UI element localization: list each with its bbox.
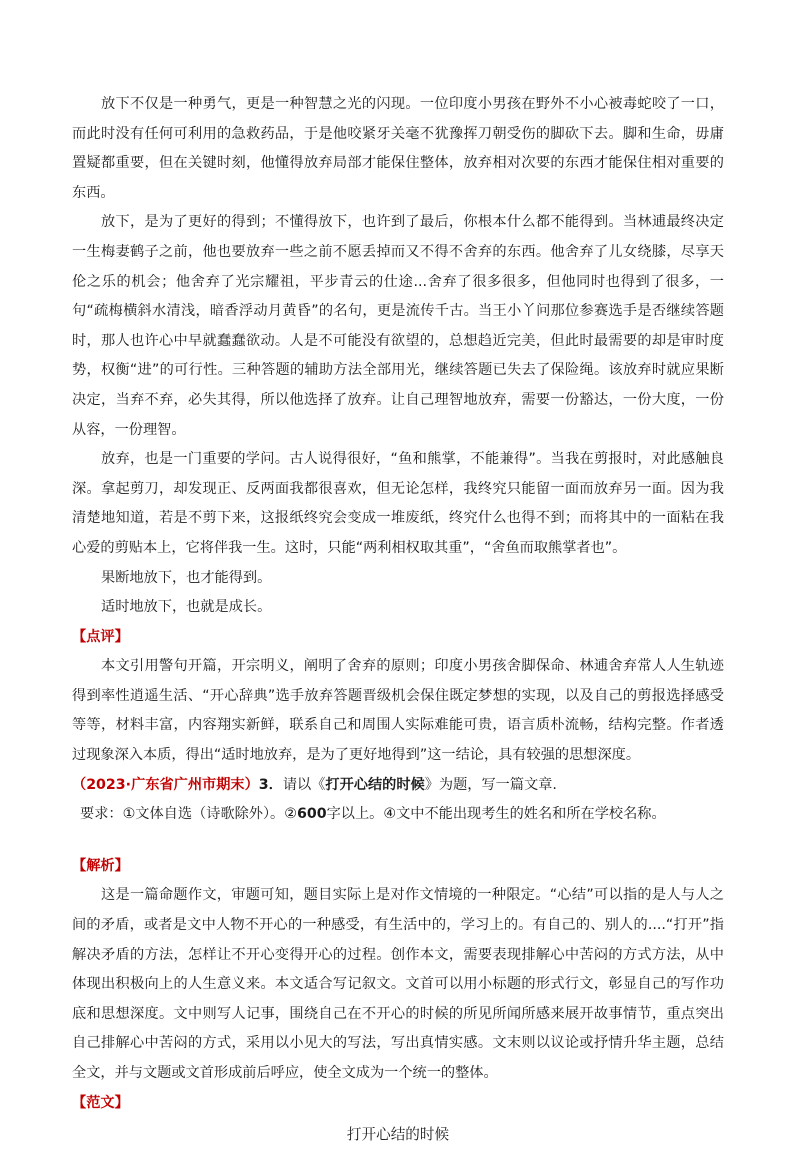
analysis-label: 【解析】: [72, 857, 129, 874]
essay-paragraph: 放下不仅是一种勇气，更是一种智慧之光的闪现。一位印度小男孩在野外不小心被毒蛇咬了一口，而此时没有任何可利用的急救药品，于是他咬紧牙关毫不犹豫挥刀朝受伤的脚砍下去。脚和生命，毋庸置疑都重要，但在关键时刻，他懂得放弃局部才能保住整体，放弃相对次要的东西才能保住相对重要的东西。: [72, 96, 724, 201]
essay-paragraph: 放下，是为了更好的得到；不懂得放下，也许到了最后，你根本什么都不能得到。当林逋最终决定一生梅妻鹤子之前，他也要放弃一些之前不愿丢掉而又不得不舍弃的东西。他舍弃了儿女绕膝，尽享天伦之乐的机会；他舍弃了光宗耀祖，平步青云的仕途...舍弃了很多很多，但他同时也得到了很多，一句“疏梅横斜水清浅，暗香浮动月黄昏”的名句，更是流传千古。当王小丫问那位参赛选手是否继续答题时，那人也许心中早就蠢蠢欲动。人是不可能没有欲望的，总想趋近完美，但此时最需要的却是审时度势，权衡“进”的可行性。三种答题的辅助方法全部用光，继续答题已失去了保险绳。该放弃时就应果断决定，当弃不弃，必失其得，所以他选择了放弃。让自己理智地放弃，需要一份豁达，一份大度，一份从容，一份理智。: [72, 214, 724, 438]
requirement-line: [72, 800, 724, 830]
question-source: （2023·广东省广州市期末）: [72, 776, 259, 793]
question-number: 3．: [258, 776, 283, 793]
requirement-suffix: 字以上。④文中不能出现考生的姓名和所在学校名称。: [326, 806, 666, 823]
question-line: [72, 771, 724, 801]
essay-paragraph: 果断地放下，也才能得到。: [101, 569, 272, 586]
question-title: 打开心结的时候: [325, 776, 425, 793]
spacer: [72, 830, 724, 852]
comment-label: 【点评】: [72, 628, 129, 645]
model-label: 【范文】: [72, 1094, 129, 1111]
essay-paragraph: 适时地放下，也就是成长。: [101, 599, 272, 616]
model-essay-title: 打开心结的时候: [346, 1126, 450, 1144]
question-prefix: 请以《: [282, 776, 326, 793]
analysis-text: 这是一篇命题作文，审题可知，题目实际上是对作文情境的一种限定。“心结”可以指的是人与人之间的矛盾，或者是文中人物不开心的一种感受，有生活中的，学习上的。有自己的、别人的....“打开”指解决矛盾的方法，怎样让不开心变得开心的过程。创作本文，需要表现排解心中苦闷的方式方法，从中体现出积极向上的人生意义来。本文适合写记叙文。文首可以用小标题的形式行文，彰显自己的写作功底和思想深度。文中则写人记事，围绕自己在不开心的时候的所见所闻所感来展开故事情节，重点突出自己排解心中苦闷的方式，采用以小见大的写法，写出真情实感。文末则以议论或抒情升华主题，总结全文，并与文题或文首形成前后呼应，使全文成为一个统一的整体。: [72, 887, 724, 1081]
requirement-prefix: 要求：①文体自选（诗歌除外）。②: [80, 806, 297, 823]
question-suffix: 》为题，写一篇文章.: [424, 776, 557, 793]
document-page: [72, 90, 724, 1150]
requirement-number: 600: [296, 806, 327, 823]
comment-text: 本文引用警句开篇，开宗明义，阐明了舍弃的原则；印度小男孩舍脚保命、林逋舍弃常人人生轨迹得到率性逍遥生活、“开心辞典”选手放弃答题晋级机会保住既定梦想的实现，以及自己的剪报选择感受等等，材料丰富，内容翔实新鲜，联系自己和周围人实际难能可贵，语言质朴流畅，结构完整。作者透过现象深入本质，得出“适时地放弃，是为了更好地得到”这一结论，具有较强的思想深度。: [72, 658, 724, 764]
essay-paragraph: 放弃，也是一门重要的学问。古人说得很好，“鱼和熊掌，不能兼得”。当我在剪报时，对此感触良深。拿起剪刀，却发现正、反两面我都很喜欢，但无论怎样，我终究只能留一面而放弃另一面。因为我清楚地知道，若是不剪下来，这报纸终究会变成一堆废纸，终究什么也得不到；而将其中的一面粘在我心爱的剪贴本上，它将伴我一生。这时，只能“两利相权取其重”，“舍鱼而取熊掌者也”。: [72, 451, 724, 556]
